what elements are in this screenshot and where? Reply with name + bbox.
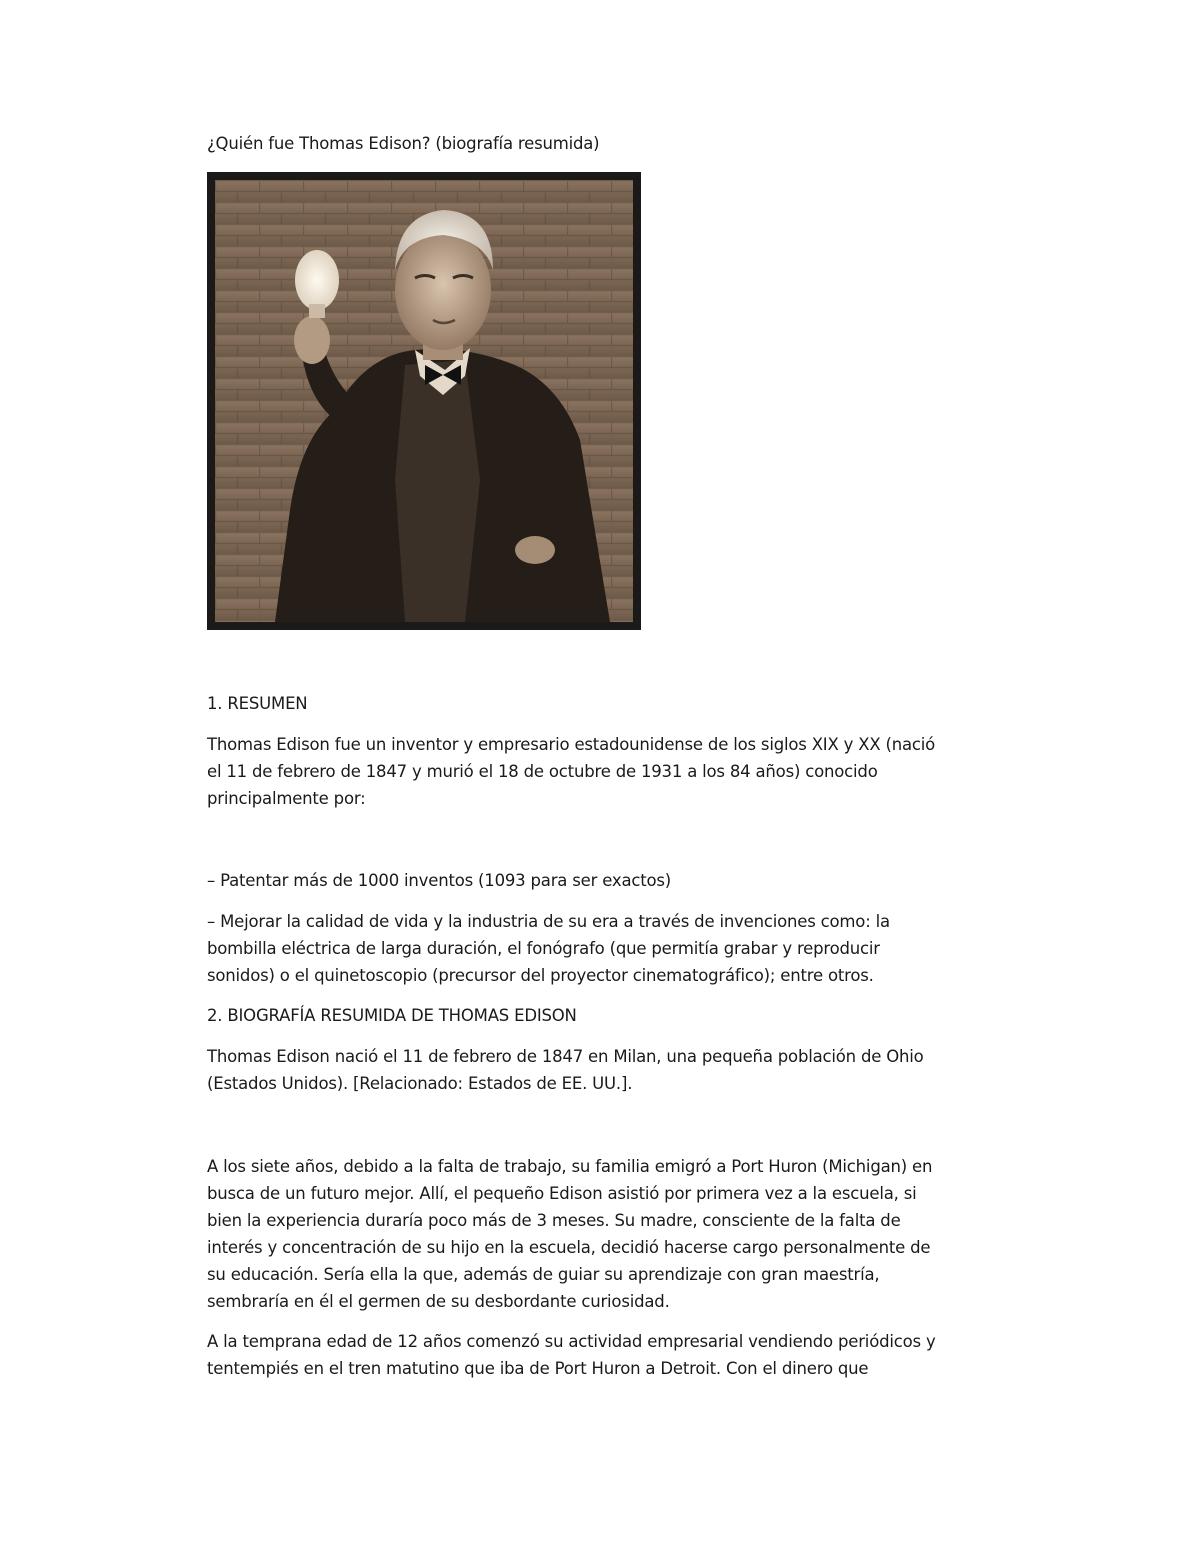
section1-heading: 1. RESUMEN — [207, 694, 308, 713]
section1-intro — [207, 731, 997, 812]
text-line: Thomas Edison nació el 11 de febrero de 1847 en Milan, una pequeña población de Ohio — [207, 1047, 924, 1066]
text-line: busca de un futuro mejor. Allí, el pequeño Edison asistió por primera vez a la escuela, si — [207, 1184, 917, 1203]
text-line: (Estados Unidos). [Relacionado: Estados de EE. UU.]. — [207, 1074, 633, 1093]
text-line: sonidos) o el quinetoscopio (precursor del proyector cinematográfico); entre otros. — [207, 966, 874, 985]
edison-photo-image — [215, 180, 633, 622]
document-title: ¿Quién fue Thomas Edison? (biografía resumida) — [207, 134, 600, 153]
text-line: Thomas Edison fue un inventor y empresario estadounidense de los siglos XIX y XX (nació — [207, 735, 936, 754]
section2-paragraph-1 — [207, 1043, 997, 1097]
edison-photo — [207, 172, 641, 630]
text-line: A la temprana edad de 12 años comenzó su actividad empresarial vendiendo periódicos y — [207, 1332, 936, 1351]
text-line: el 11 de febrero de 1847 y murió el 18 de octubre de 1931 a los 84 años) conocido — [207, 762, 878, 781]
bullet-inventions — [207, 908, 997, 989]
text-line: su educación. Sería ella la que, además de guiar su aprendizaje con gran maestría, — [207, 1265, 880, 1284]
text-line: bombilla eléctrica de larga duración, el fonógrafo (que permitía grabar y reproducir — [207, 939, 880, 958]
section2-paragraph-3 — [207, 1328, 997, 1382]
bullet-patents: – Patentar más de 1000 inventos (1093 para ser exactos) — [207, 871, 672, 890]
text-line: – Mejorar la calidad de vida y la industria de su era a través de invenciones como: la — [207, 912, 890, 931]
text-line: tentempiés en el tren matutino que iba de Port Huron a Detroit. Con el dinero que — [207, 1359, 869, 1378]
text-line: A los siete años, debido a la falta de trabajo, su familia emigró a Port Huron (Michigan) en — [207, 1157, 933, 1176]
text-line: bien la experiencia duraría poco más de 3 meses. Su madre, consciente de la falta de — [207, 1211, 901, 1230]
text-line: sembraría en él el germen de su desbordante curiosidad. — [207, 1292, 670, 1311]
section2-paragraph-2 — [207, 1153, 997, 1315]
section2-heading: 2. BIOGRAFÍA RESUMIDA DE THOMAS EDISON — [207, 1006, 577, 1025]
text-line: interés y concentración de su hijo en la escuela, decidió hacerse cargo personalmente de — [207, 1238, 931, 1257]
text-line: principalmente por: — [207, 789, 366, 808]
